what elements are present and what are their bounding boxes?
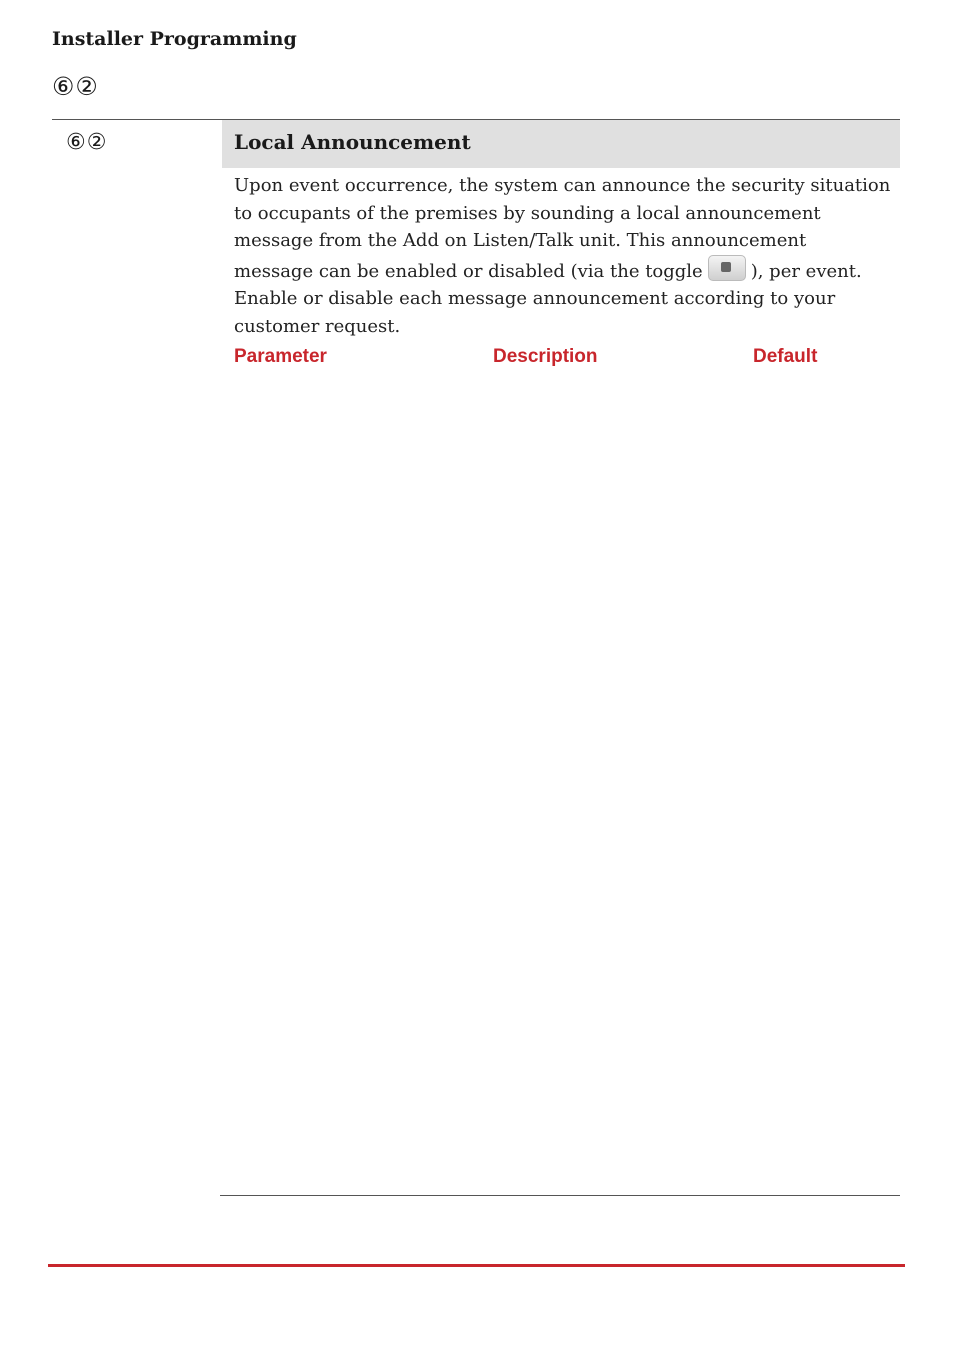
entry-code: ⑥② [66, 130, 108, 155]
program-code: ⑥② [52, 72, 99, 101]
description-line [234, 255, 886, 286]
entry-title: Local Announcement [234, 130, 471, 154]
column-header-default: Default [753, 346, 818, 367]
description-line: message from the Add on Listen/Talk unit. This announcement [234, 230, 807, 251]
section-header: Installer Programming [52, 28, 297, 50]
description-line: Enable or disable each message announcement according to your [234, 288, 836, 309]
description-line: Upon event occurrence, the system can announce the security situation [234, 175, 891, 196]
entry-description [234, 172, 891, 340]
description-line: to occupants of the premises by sounding a local announcement [234, 202, 821, 224]
footer-rule [48, 1264, 905, 1267]
description-line: customer request. [234, 315, 401, 337]
description-text: message can be enabled or disabled (via the toggle [234, 260, 703, 282]
toggle-key-icon [708, 255, 746, 281]
column-header-description: Description [493, 346, 598, 367]
column-header-parameter: Parameter [234, 346, 327, 367]
bottom-divider [220, 1195, 900, 1196]
description-text: ), per event. [750, 260, 862, 282]
entry-title-bar [222, 120, 900, 168]
